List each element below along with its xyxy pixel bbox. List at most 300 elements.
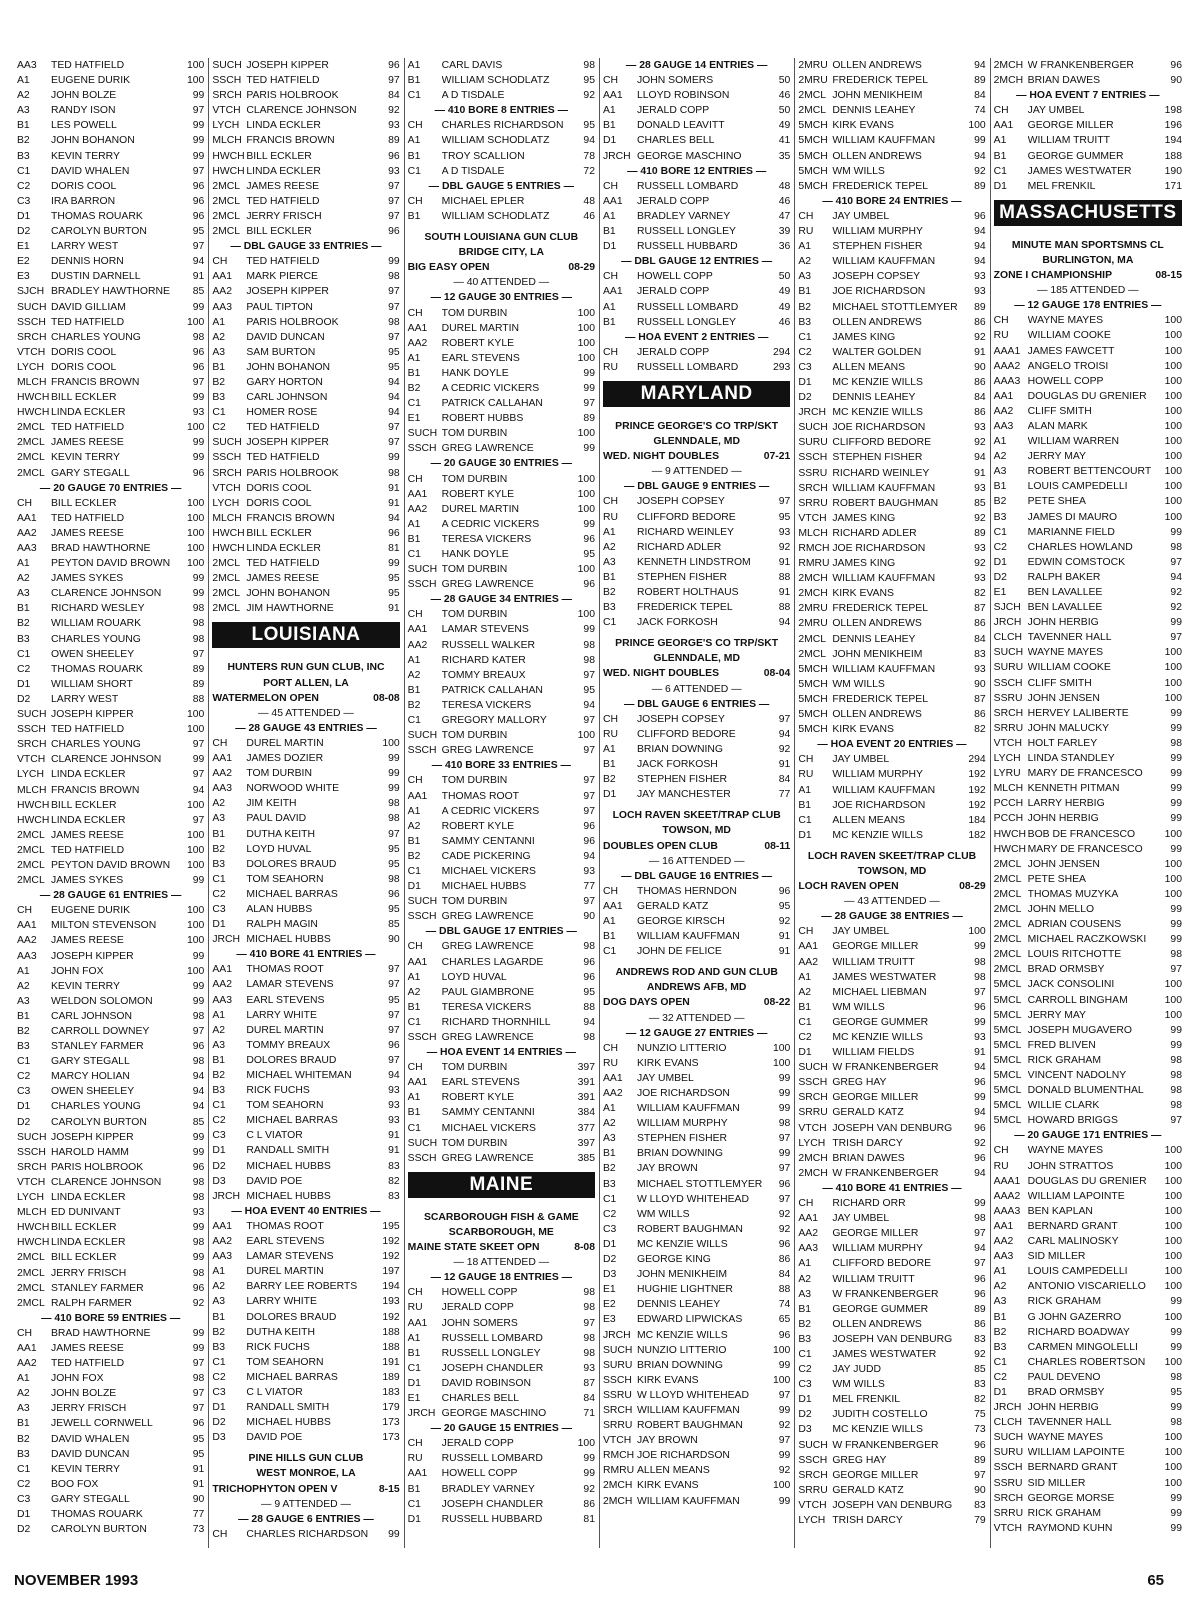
class-code: RMCH: [798, 543, 830, 554]
score: 96: [974, 1001, 986, 1013]
class-code: AA2: [798, 1228, 818, 1240]
result-row: [603, 1418, 790, 1433]
score: 99: [192, 150, 205, 162]
result-row: [994, 344, 1182, 359]
result-row: [212, 1083, 399, 1098]
event-header: — 20 GAUGE 70 ENTRIES —: [39, 482, 182, 494]
shooter-name: GREG LAWRENCE: [441, 1032, 534, 1043]
class-code: B1: [602, 1148, 616, 1160]
score: 35: [778, 150, 791, 162]
shooter-name: MICHAEL HUBBS: [246, 934, 331, 946]
class-code: C1: [17, 1056, 31, 1068]
shooter-name: JOHN JENSEN: [1027, 692, 1100, 704]
score: 98: [583, 60, 595, 71]
class-code: 2MCH: [798, 588, 828, 600]
shooter-name: JOHN BOHANON: [246, 361, 331, 373]
class-code: 2MCL: [17, 1282, 45, 1294]
score: 50: [778, 105, 791, 117]
club-location: BRIDGE CITY, LA: [458, 247, 545, 259]
shooter-name: MEL FRENKIL: [1027, 180, 1096, 192]
shoot-name: WED. NIGHT DOUBLES: [602, 451, 720, 463]
result-row: [994, 736, 1182, 751]
result-row: [17, 164, 204, 179]
class-code: A2: [798, 1273, 812, 1285]
shooter-name: THOMAS ROUARK: [51, 210, 143, 222]
class-code: A1: [602, 210, 616, 222]
shooter-name: TED HATFIELD: [246, 256, 320, 268]
score: 92: [1170, 587, 1182, 598]
score: 84: [388, 90, 400, 102]
shooter-name: PEYTON DAVID BROWN: [51, 558, 171, 570]
result-row: [408, 773, 595, 788]
result-row: [212, 88, 399, 103]
score: 97: [388, 1024, 400, 1036]
shooter-name: DOLORES BRAUD: [246, 858, 337, 870]
score: 99: [388, 1528, 400, 1540]
shooter-name: OWEN SHEELEY: [51, 648, 135, 660]
score: 82: [974, 1394, 986, 1406]
result-row: [212, 511, 399, 526]
shooter-name: DAVID GILLIAM: [51, 301, 126, 313]
result-row: [603, 1101, 790, 1116]
score: 91: [192, 1463, 205, 1475]
shooter-name: JOSEPH COPSEY: [636, 713, 725, 725]
class-code: B1: [798, 799, 812, 811]
attendance: — 40 ATTENDED —: [453, 277, 550, 289]
shoot-date: 08-15: [1155, 270, 1182, 282]
score: 96: [388, 1039, 400, 1051]
score: 95: [388, 858, 400, 870]
shooter-name: JAY MANCHESTER: [636, 789, 731, 801]
score: 98: [583, 1032, 595, 1043]
shooter-name: TED HATFIELD: [51, 316, 125, 328]
shooter-name: DAVID POE: [246, 1432, 303, 1444]
class-code: HWCH: [212, 150, 245, 162]
class-code: B1: [407, 1347, 421, 1359]
class-code: C2: [17, 180, 31, 192]
class-code: HWCH: [993, 843, 1026, 855]
club-location: ANDREWS AFB, MD: [646, 982, 747, 994]
result-row: [798, 1000, 985, 1015]
shooter-name: BILL ECKLER: [51, 1222, 117, 1234]
score: 97: [1170, 964, 1182, 976]
event-header: — 12 GAUGE 30 ENTRIES —: [430, 292, 573, 304]
result-row: [212, 1340, 399, 1355]
result-row: [408, 73, 595, 88]
score: 98: [1170, 1070, 1182, 1081]
result-row: [798, 1272, 985, 1287]
result-row: [408, 653, 595, 668]
result-row: [603, 194, 790, 209]
score: 188: [1164, 150, 1182, 162]
class-code: SUCH: [602, 1344, 633, 1356]
shooter-name: BRADLEY VARNEY: [636, 210, 731, 222]
shooter-name: JAMES REESE: [51, 935, 124, 947]
class-code: 2MCL: [212, 603, 241, 615]
result-row: [408, 668, 595, 683]
class-code: B1: [602, 120, 616, 132]
score: 192: [382, 1311, 400, 1323]
result-row: [994, 1098, 1182, 1113]
class-code: VTCH: [602, 1435, 632, 1447]
event-header: — HOA EVENT 40 ENTRIES —: [231, 1205, 381, 1217]
score: 100: [1164, 1311, 1182, 1323]
shooter-name: JERRY FRISCH: [51, 1403, 127, 1415]
class-code: 2MCL: [993, 934, 1022, 946]
shooter-name: PATRICK CALLAHAN: [441, 684, 543, 696]
class-code: E1: [993, 587, 1007, 598]
result-row: [17, 103, 204, 118]
score: 85: [974, 1364, 986, 1376]
shooter-name: BOB DE FRANCESCO: [1027, 828, 1136, 840]
score: 97: [388, 286, 400, 298]
result-row: [603, 570, 790, 585]
result-row: [408, 194, 595, 209]
shooter-name: WILLIAM KAUFFMAN: [832, 663, 936, 675]
result-row: [994, 947, 1182, 962]
class-code: SRRU: [993, 1507, 1024, 1519]
shooter-name: DORIS COOL: [51, 346, 117, 358]
score: 100: [186, 829, 205, 841]
score: 84: [974, 633, 986, 645]
shoot-date: 08-08: [373, 692, 400, 704]
class-code: AA1: [17, 920, 37, 932]
shooter-name: JOSEPH CHANDLER: [441, 1362, 544, 1374]
class-code: 2MCL: [212, 195, 241, 207]
result-row: [212, 194, 399, 209]
shooter-name: JERRY MAY: [1027, 451, 1086, 463]
shooter-name: HOWELL COPP: [1027, 375, 1104, 387]
class-code: AA2: [407, 503, 428, 515]
score: 94: [583, 699, 595, 711]
score: 93: [388, 120, 400, 132]
shooter-name: CHARLES RICHARDSON: [441, 120, 564, 132]
result-row: [994, 1249, 1182, 1264]
shooter-name: JAMES FAWCETT: [1027, 345, 1115, 357]
score: 94: [778, 728, 791, 740]
shooter-name: VINCENT NADOLNY: [1027, 1070, 1127, 1081]
class-code: SSCH: [798, 1454, 828, 1466]
score: 96: [974, 1077, 986, 1089]
shooter-name: HAROLD HAMM: [51, 1146, 129, 1158]
score: 182: [968, 829, 986, 841]
class-code: A2: [17, 90, 30, 102]
score: 91: [778, 946, 791, 958]
score: 91: [974, 467, 986, 479]
result-row: [994, 1204, 1182, 1219]
result-row: [408, 366, 595, 381]
result-row: [17, 586, 204, 601]
result-row: [212, 857, 399, 872]
shooter-name: CHARLES RICHARDSON: [246, 1528, 369, 1540]
result-row: [603, 284, 790, 299]
class-code: C1: [993, 165, 1007, 177]
result-row: [212, 345, 399, 360]
class-code: JRCH: [602, 1329, 631, 1341]
class-code: AA1: [993, 1220, 1014, 1232]
score: 97: [974, 1258, 986, 1270]
result-row: [212, 405, 399, 420]
class-code: 2MCL: [212, 588, 241, 600]
score: 36: [778, 241, 791, 253]
shooter-name: THOMAS ROOT: [441, 790, 520, 802]
result-row: [17, 390, 204, 405]
class-code: SURU: [993, 662, 1024, 674]
result-row: [994, 1189, 1182, 1204]
club-location: PORT ALLEN, LA: [263, 677, 349, 689]
score: 98: [1170, 1085, 1182, 1097]
result-row: [17, 783, 204, 798]
class-code: AA1: [993, 120, 1014, 132]
score: 99: [1170, 1039, 1182, 1051]
class-code: B3: [798, 316, 812, 328]
event-header: — 410 BORE 59 ENTRIES —: [41, 1312, 181, 1324]
result-row: [17, 1145, 204, 1160]
shooter-name: ANTONIO VISCARIELLO: [1027, 1281, 1146, 1293]
score: 100: [1164, 1205, 1182, 1217]
shooter-name: SAMMY CENTANNI: [441, 835, 535, 847]
shooter-name: THOMAS ROUARK: [51, 1509, 143, 1520]
class-code: B3: [602, 602, 616, 614]
class-code: VTCH: [17, 754, 46, 766]
score: 99: [1170, 1492, 1182, 1504]
result-row: [994, 1506, 1182, 1521]
score: 92: [778, 1208, 791, 1220]
result-row: [798, 1045, 985, 1060]
shooter-name: WILLIAM KAUFFMAN: [832, 784, 936, 796]
shooter-name: GEORGE MILLER: [832, 1228, 919, 1240]
result-row: [212, 766, 399, 781]
class-code: B1: [798, 1001, 812, 1013]
class-code: AA1: [407, 956, 428, 968]
event-header: — DBL GAUGE 9 ENTRIES —: [624, 481, 770, 493]
result-row: [603, 1131, 790, 1146]
shooter-name: LINDA ECKLER: [51, 1192, 126, 1204]
class-code: RU: [602, 511, 618, 523]
result-row: [17, 1477, 204, 1492]
shooter-name: JOSEPH VAN DENBURG: [832, 1122, 953, 1134]
result-row: [603, 103, 790, 118]
shooter-name: CARL DAVIS: [441, 60, 503, 71]
score: 193: [382, 1296, 400, 1308]
score: 96: [388, 888, 400, 900]
class-code: A1: [798, 241, 812, 253]
shooter-name: JOSEPH KIPPER: [51, 950, 134, 962]
result-row: [212, 73, 399, 88]
score: 99: [192, 980, 205, 992]
score: 191: [382, 1356, 400, 1368]
score: 96: [974, 1122, 986, 1134]
score: 96: [583, 835, 595, 847]
score: 97: [974, 1228, 986, 1240]
score: 97: [778, 1435, 791, 1447]
shooter-name: TERESA VICKERS: [441, 533, 532, 545]
score: 83: [974, 1379, 986, 1391]
shooter-name: A D TISDALE: [441, 165, 505, 177]
class-code: SSCH: [17, 1146, 46, 1158]
class-code: C3: [17, 1493, 31, 1505]
score: 92: [974, 1348, 986, 1360]
shooter-name: BRAD HAWTHORNE: [51, 543, 151, 554]
score: 72: [583, 165, 595, 177]
result-row: [408, 441, 595, 456]
class-code: MLCH: [798, 527, 828, 539]
shooter-name: BILL ECKLER: [246, 527, 312, 539]
shooter-name: W FRANKENBERGER: [1027, 60, 1134, 71]
shooter-name: RICHARD WEINLEY: [832, 467, 930, 479]
shooter-name: ED DUNIVANT: [51, 1207, 121, 1219]
score: 173: [382, 1432, 400, 1444]
class-code: 5MCL: [993, 1039, 1022, 1051]
score: 99: [1170, 1341, 1182, 1353]
result-row: [603, 944, 790, 959]
class-code: 2MRU: [798, 75, 828, 87]
class-code: AA3: [212, 994, 232, 1006]
shooter-name: JOE RICHARDSON: [636, 1088, 730, 1099]
score: 95: [778, 900, 791, 912]
score: 100: [1164, 647, 1182, 659]
result-row: [17, 1492, 204, 1507]
class-code: C2: [17, 1071, 31, 1083]
result-row: [798, 1422, 985, 1437]
class-code: A2: [798, 986, 812, 998]
class-code: C2: [798, 1032, 812, 1043]
class-code: A2: [17, 573, 30, 585]
result-row: [994, 404, 1182, 419]
score: 92: [974, 512, 986, 524]
score: 89: [974, 180, 986, 192]
shooter-name: MICHAEL WHITEMAN: [246, 1070, 352, 1081]
result-row: [17, 1039, 204, 1054]
score: 100: [1164, 828, 1182, 840]
result-row: [212, 315, 399, 330]
score: 98: [192, 603, 205, 615]
result-row: [798, 601, 985, 616]
shooter-name: JAMES SYKES: [51, 875, 124, 887]
score: 41: [778, 135, 791, 147]
result-row: [408, 517, 595, 532]
score: 100: [1164, 1462, 1182, 1474]
result-row: [212, 556, 399, 571]
shooter-name: CLIFFORD BEDORE: [636, 728, 736, 740]
score: 97: [778, 1193, 791, 1205]
score: 192: [382, 1236, 400, 1248]
result-row: [408, 713, 595, 728]
score: 90: [583, 911, 595, 923]
result-row: [408, 1300, 595, 1315]
shooter-name: GERALD KATZ: [636, 900, 709, 912]
shooter-name: WM WILLS: [832, 165, 885, 177]
shooter-name: MICHAEL VICKERS: [441, 865, 536, 877]
shooter-name: GEORGE KIRSCH: [636, 915, 725, 927]
score: 89: [974, 527, 986, 539]
result-row: [212, 1355, 399, 1370]
result-row: [994, 374, 1182, 389]
class-code: SSCH: [212, 75, 242, 87]
result-row: [603, 1358, 790, 1373]
shooter-name: HOLT FARLEY: [1027, 737, 1098, 749]
result-row: [994, 630, 1182, 645]
class-code: A3: [602, 1133, 616, 1145]
result-row: [212, 1053, 399, 1068]
result-row: [798, 466, 985, 481]
score: 92: [974, 437, 986, 449]
class-code: B2: [212, 843, 226, 855]
result-row: [17, 556, 204, 571]
shooter-name: JAMES KING: [832, 558, 896, 570]
score: 93: [974, 286, 986, 298]
class-code: A1: [993, 1266, 1007, 1278]
result-row: [798, 677, 985, 692]
result-row: [798, 88, 985, 103]
shooter-name: TROY SCALLION: [441, 150, 525, 162]
result-row: [17, 330, 204, 345]
class-code: B2: [407, 382, 421, 394]
class-code: B2: [17, 1433, 30, 1445]
class-code: E1: [407, 413, 421, 425]
result-row: [994, 1038, 1182, 1053]
shooter-name: DENNIS HORN: [51, 256, 124, 268]
class-code: 2MCL: [212, 210, 241, 222]
result-row: [408, 1391, 595, 1406]
shooter-name: ANGELO TROISI: [1027, 360, 1109, 372]
shooter-name: TOM DURBIN: [441, 428, 508, 440]
score: 100: [186, 965, 205, 977]
event-header: — 20 GAUGE 15 ENTRIES —: [430, 1423, 573, 1435]
result-row: [17, 1205, 204, 1220]
class-code: 5MCH: [798, 150, 828, 162]
result-row: [798, 647, 985, 662]
result-row: [408, 1361, 595, 1376]
class-code: 2MCL: [993, 919, 1022, 931]
score: 99: [1170, 934, 1182, 946]
result-row: [994, 164, 1182, 179]
score: 85: [192, 1116, 205, 1128]
shooter-name: FRANCIS BROWN: [246, 135, 335, 147]
shooter-name: CLIFF SMITH: [1027, 405, 1092, 417]
score: 94: [388, 407, 400, 419]
class-code: LYRU: [993, 768, 1021, 780]
score: 99: [1170, 1402, 1182, 1414]
class-code: A2: [407, 820, 421, 832]
class-code: D1: [212, 919, 226, 931]
shooter-name: MICHAEL STOTTLEMYER: [636, 1178, 763, 1190]
result-row: [17, 1432, 204, 1447]
shooter-name: DUREL MARTIN: [246, 1266, 324, 1278]
shooter-name: JOHN MENIKHEIM: [636, 1269, 728, 1281]
shooter-name: GREG LAWRENCE: [441, 745, 534, 757]
shooter-name: CARROLL BINGHAM: [1027, 994, 1128, 1006]
result-row: [994, 494, 1182, 509]
shooter-name: MICHAEL STOTTLEMYER: [832, 301, 958, 313]
class-code: 2MCH: [798, 573, 828, 585]
shooter-name: FREDERICK TEPEL: [832, 75, 928, 87]
score: 94: [974, 452, 986, 464]
result-row: [408, 985, 595, 1000]
shooter-name: MARY DE FRANCESCO: [1027, 768, 1143, 780]
score: 95: [583, 684, 595, 696]
event-header: — 28 GAUGE 6 ENTRIES —: [238, 1513, 374, 1525]
class-code: SRRU: [798, 1107, 828, 1119]
score: 100: [968, 120, 986, 132]
result-row: [17, 209, 204, 224]
score: 95: [388, 994, 400, 1006]
class-code: AAA3: [993, 375, 1021, 387]
shooter-name: JACK CONSOLINI: [1027, 979, 1115, 991]
attendance: — 43 ATTENDED —: [844, 896, 940, 908]
shooter-name: JOHN HERBIG: [1027, 617, 1099, 629]
score: 99: [192, 90, 205, 102]
